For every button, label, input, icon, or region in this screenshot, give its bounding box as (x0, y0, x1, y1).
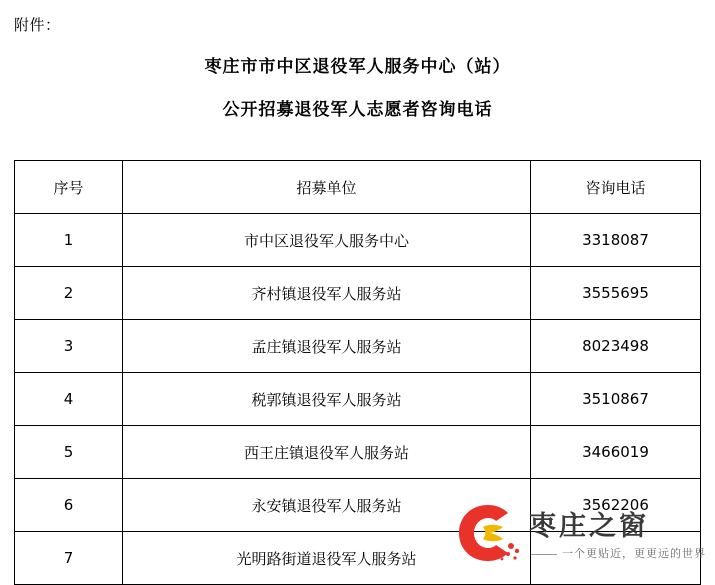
column-header-unit: 招募单位 (123, 161, 531, 214)
cell-seq: 7 (15, 532, 123, 585)
cell-unit: 税郭镇退役军人服务站 (123, 373, 531, 426)
phone-table-container (14, 160, 700, 585)
cell-phone: 3510867 (531, 373, 701, 426)
cell-seq: 2 (15, 267, 123, 320)
cell-phone: 8023498 (531, 320, 701, 373)
table-row (15, 373, 701, 426)
table-row (15, 479, 701, 532)
cell-unit: 永安镇退役军人服务站 (123, 479, 531, 532)
table-row (15, 267, 701, 320)
table-header-row (15, 161, 701, 214)
cell-unit: 市中区退役军人服务中心 (123, 214, 531, 267)
table-row (15, 214, 701, 267)
column-header-seq: 序号 (15, 161, 123, 214)
cell-seq: 1 (15, 214, 123, 267)
cell-phone: 3562206 (531, 479, 701, 532)
cell-unit: 西王庄镇退役军人服务站 (123, 426, 531, 479)
cell-unit: 齐村镇退役军人服务站 (123, 267, 531, 320)
table-row (15, 426, 701, 479)
cell-phone: 3318087 (531, 214, 701, 267)
cell-unit: 光明路街道退役军人服务站 (123, 532, 531, 585)
table-row (15, 320, 701, 373)
attachment-label: 附件： (14, 16, 61, 34)
cell-seq: 6 (15, 479, 123, 532)
cell-unit: 孟庄镇退役军人服务站 (123, 320, 531, 373)
cell-phone: 3555695 (531, 267, 701, 320)
cell-phone: 3466019 (531, 426, 701, 479)
cell-phone (531, 532, 701, 585)
document-title-line-1: 枣庄市市中区退役军人服务中心（站） (204, 57, 511, 77)
watermark-tagline-text: 一个更贴近，更更远的世界 (562, 547, 706, 560)
column-header-phone: 咨询电话 (531, 161, 701, 214)
cell-seq: 5 (15, 426, 123, 479)
document-title-line-2: 公开招募退役军人志愿者咨询电话 (222, 100, 493, 120)
table-row (15, 532, 701, 585)
cell-seq: 4 (15, 373, 123, 426)
cell-seq: 3 (15, 320, 123, 373)
watermark-brand-text: 枣庄之窗 (529, 511, 649, 542)
recruitment-phone-table (14, 160, 701, 585)
